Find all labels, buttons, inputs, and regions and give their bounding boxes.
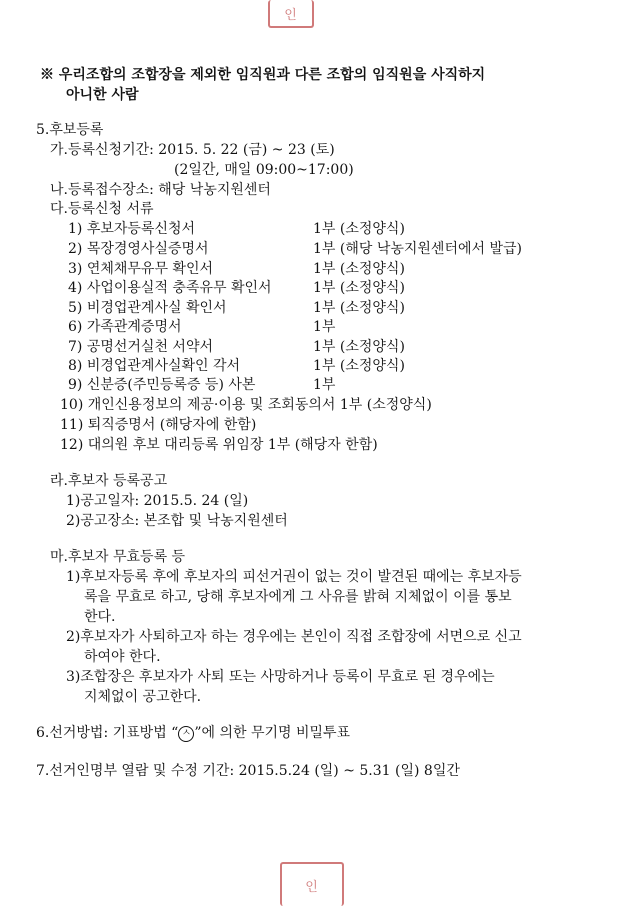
list-item: 9) 신분증(주민등록증 등) 사본 — [68, 377, 256, 393]
invalidation-item-1-line-1: 1)후보자등록 후에 후보자의 피선거권이 없는 것이 발견된 때에는 후보자등 — [66, 569, 522, 585]
invalidation-item-1-line-2: 록을 무효로 하고, 당해 후보자에게 그 사유를 밝혀 지체없이 이를 통보 — [84, 589, 512, 605]
invalidation-item-2-line-2: 하여야 한다. — [84, 649, 161, 665]
required-documents-title: 다.등록신청 서류 — [50, 201, 154, 217]
seal-stamp-top — [268, 0, 314, 28]
list-item-qty: 1부 (소정양식) — [313, 280, 405, 296]
list-item: 3) 연체채무유무 확인서 — [68, 261, 213, 277]
list-item-qty: 1부 (소정양식) — [313, 339, 405, 355]
note-line-1: ※ 우리조합의 조합장을 제외한 임직원과 다른 조합의 임직원을 사직하지 — [40, 67, 486, 83]
seal-stamp-bottom — [280, 862, 344, 906]
list-item: 1) 후보자등록신청서 — [68, 221, 196, 237]
list-item-qty: 1부 (소정양식) — [313, 358, 405, 374]
announcement-date: 1)공고일자: 2015.5. 24 (일) — [66, 493, 249, 509]
list-item: 4) 사업이용실적 충족유무 확인서 — [68, 280, 272, 296]
list-item: 8) 비경업관계사실확인 각서 — [68, 358, 241, 374]
note-line-2: 아니한 사람 — [66, 87, 139, 103]
list-item-qty: 1부 (해당 낙농지원센터에서 발급) — [313, 241, 522, 257]
invalidation-item-3-line-2: 지체없이 공고한다. — [84, 689, 202, 705]
announcement-place: 2)공고장소: 본조합 및 낙농지원센터 — [66, 513, 288, 529]
list-item-qty: 1부 — [313, 319, 336, 335]
seal-mark: 인 — [284, 7, 298, 23]
list-item: 7) 공명선거실천 서약서 — [68, 339, 213, 355]
list-item: 12) 대의원 후보 대리등록 위임장 1부 (해당자 한함) — [60, 437, 378, 453]
list-item-qty: 1부 — [313, 377, 336, 393]
section-5-title: 5.후보등록 — [36, 122, 104, 138]
invalidation-title: 마.후보자 무효등록 등 — [50, 549, 186, 565]
list-item: 2) 목장경영사실증명서 — [68, 241, 209, 257]
list-item-qty: 1부 (소정양식) — [313, 221, 405, 237]
list-item: 6) 가족관계증명서 — [68, 319, 182, 335]
list-item: 11) 퇴직증명서 (해당자에 한함) — [60, 417, 257, 433]
seal-mark: 인 — [305, 879, 319, 895]
list-item-qty: 1부 (소정양식) — [313, 261, 405, 277]
registration-place: 나.등록접수장소: 해당 낙농지원센터 — [50, 182, 271, 198]
registration-period: 가.등록신청기간: 2015. 5. 22 (금) ~ 23 (토) — [50, 142, 335, 158]
circled-mark: ㅅ — [178, 726, 194, 742]
list-item: 10) 개인신용정보의 제공·이용 및 조회동의서 1부 (소정양식) — [60, 397, 432, 413]
invalidation-item-1-line-3: 한다. — [84, 609, 116, 625]
section-7-voter-roll: 7.선거인명부 열람 및 수정 기간: 2015.5.24 (일) ~ 5.31 (일) 8일간 — [36, 763, 460, 779]
announcement-title: 라.후보자 등록공고 — [50, 473, 168, 489]
registration-hours: (2일간, 매일 09:00~17:00) — [174, 162, 354, 178]
section-6-voting-method: 6.선거방법: 기표방법 “ ㅅ ”에 의한 무기명 비밀투표 — [36, 725, 351, 741]
list-item-qty: 1부 (소정양식) — [313, 300, 405, 316]
invalidation-item-3-line-1: 3)조합장은 후보자가 사퇴 또는 사망하거나 등록이 무효로 된 경우에는 — [66, 669, 495, 685]
list-item: 5) 비경업관계사실 확인서 — [68, 300, 227, 316]
invalidation-item-2-line-1: 2)후보자가 사퇴하고자 하는 경우에는 본인이 직접 조합장에 서면으로 신고 — [66, 629, 522, 645]
